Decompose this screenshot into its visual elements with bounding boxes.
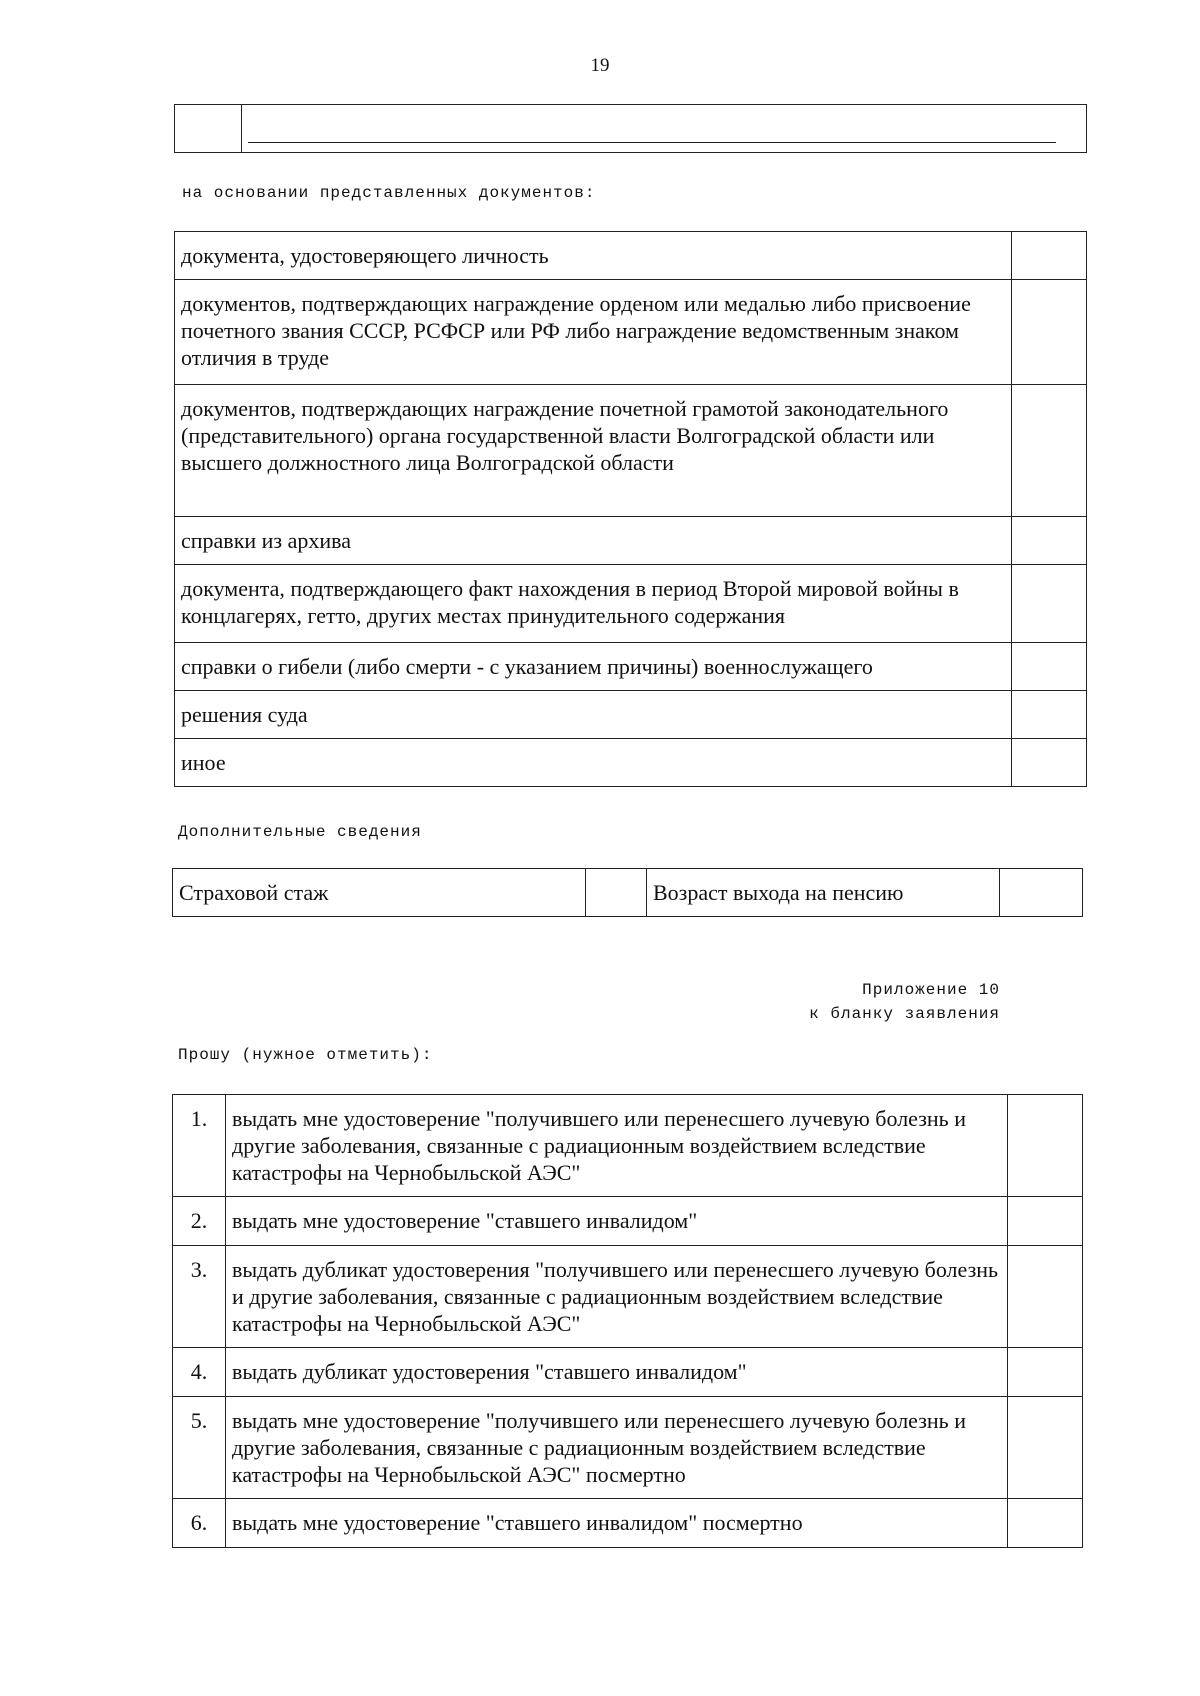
document-row — [175, 517, 1087, 565]
request-text: выдать мне удостоверение "получившего или перенесшего лучевую болезнь и другие заболевания, связанные с радиационным воздействием вследствие катастрофы на Чернобыльской АЭС" посмертно — [226, 1397, 1008, 1499]
request-row — [173, 1397, 1083, 1499]
request-title: Прошу (нужное отметить): — [178, 1046, 433, 1064]
document-checkbox[interactable] — [1012, 739, 1087, 787]
intro-text: на основании представленных документов: — [182, 184, 596, 202]
retirement-field[interactable] — [1000, 869, 1083, 917]
document-label: документа, подтверждающего факт нахождения в период Второй мировой войны в концлагерях, гетто, других местах принудительного содержания — [175, 565, 1012, 643]
document-label: иное — [175, 739, 1012, 787]
request-number: 1. — [173, 1095, 226, 1197]
document-checkbox[interactable] — [1012, 385, 1087, 517]
request-checkbox[interactable] — [1008, 1095, 1083, 1197]
additional-title: Дополнительные сведения — [178, 823, 422, 841]
request-text: выдать мне удостоверение "получившего или перенесшего лучевую болезнь и другие заболевания, связанные с радиационным воздействием вследствие катастрофы на Чернобыльской АЭС" — [226, 1095, 1008, 1197]
request-checkbox[interactable] — [1008, 1246, 1083, 1348]
top-field-underline — [248, 142, 1056, 143]
document-label: решения суда — [175, 691, 1012, 739]
request-number: 3. — [173, 1246, 226, 1348]
insurance-field[interactable] — [586, 869, 647, 917]
top-field-input[interactable] — [242, 105, 1087, 153]
document-row — [175, 280, 1087, 385]
request-row — [173, 1095, 1083, 1197]
request-text: выдать мне удостоверение "ставшего инвалидом" посмертно — [226, 1499, 1008, 1548]
request-row — [173, 1499, 1083, 1548]
document-row — [175, 691, 1087, 739]
document-label: документов, подтверждающих награждение почетной грамотой законодательного (представительного) органа государственной власти Волгоградской области или высшего должностного лица Волгоградской области — [175, 385, 1012, 517]
request-checkbox[interactable] — [1008, 1348, 1083, 1397]
request-checkbox[interactable] — [1008, 1397, 1083, 1499]
document-checkbox[interactable] — [1012, 232, 1087, 280]
document-checkbox[interactable] — [1012, 517, 1087, 565]
request-text: выдать дубликат удостоверения "получившего или перенесшего лучевую болезнь и другие заболевания, связанные с радиационным воздействием вследствие катастрофы на Чернобыльской АЭС" — [226, 1246, 1008, 1348]
appendix-line-1: Приложение 10 — [862, 981, 1000, 999]
document-row — [175, 739, 1087, 787]
appendix-caption — [809, 978, 1000, 1026]
document-checkbox[interactable] — [1012, 280, 1087, 385]
request-text: выдать мне удостоверение "ставшего инвалидом" — [226, 1197, 1008, 1246]
request-number: 2. — [173, 1197, 226, 1246]
document-label: документов, подтверждающих награждение орденом или медалью либо присвоение почетного звания СССР, РСФСР или РФ либо награждение ведомственным знаком отличия в труде — [175, 280, 1012, 385]
document-row — [175, 232, 1087, 280]
additional-table — [172, 868, 1083, 917]
request-row — [173, 1348, 1083, 1397]
document-row — [175, 643, 1087, 691]
documents-table — [174, 231, 1087, 787]
document-checkbox[interactable] — [1012, 691, 1087, 739]
request-row — [173, 1197, 1083, 1246]
retirement-label: Возраст выхода на пенсию — [647, 869, 1000, 917]
document-row — [175, 385, 1087, 517]
document-row — [175, 565, 1087, 643]
request-row — [173, 1246, 1083, 1348]
top-field-table — [174, 104, 1087, 153]
document-label: документа, удостоверяющего личность — [175, 232, 1012, 280]
insurance-label: Страховой стаж — [173, 869, 586, 917]
requests-table — [172, 1094, 1083, 1548]
document-checkbox[interactable] — [1012, 565, 1087, 643]
top-field-checkbox[interactable] — [175, 105, 242, 153]
appendix-line-2: к бланку заявления — [809, 1005, 1000, 1023]
request-checkbox[interactable] — [1008, 1499, 1083, 1548]
request-number: 6. — [173, 1499, 226, 1548]
request-number: 4. — [173, 1348, 226, 1397]
request-text: выдать дубликат удостоверения "ставшего инвалидом" — [226, 1348, 1008, 1397]
document-checkbox[interactable] — [1012, 643, 1087, 691]
page-number: 19 — [590, 55, 610, 76]
request-number: 5. — [173, 1397, 226, 1499]
request-checkbox[interactable] — [1008, 1197, 1083, 1246]
document-label: справки из архива — [175, 517, 1012, 565]
document-label: справки о гибели (либо смерти - с указанием причины) военнослужащего — [175, 643, 1012, 691]
